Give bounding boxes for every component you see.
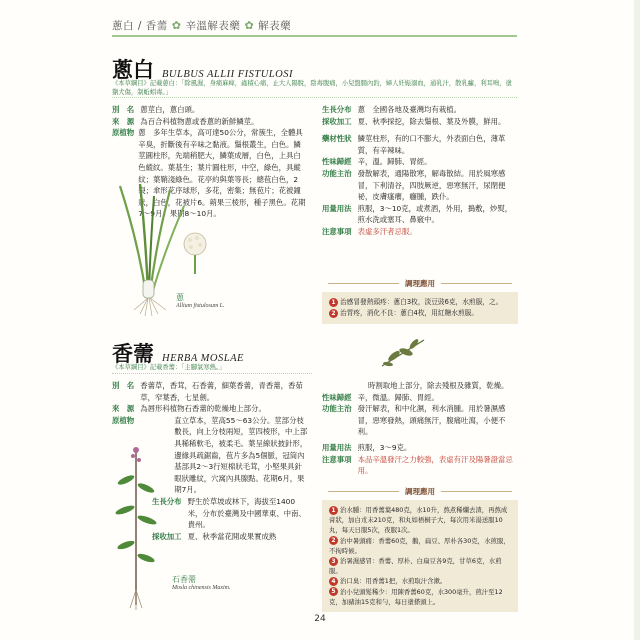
usage-box-2 (322, 500, 518, 612)
field-label: 原植物 (112, 128, 135, 138)
field-value: 夏、秋季採挖，除去鬚根、葉及外膜，鮮用。 (357, 116, 506, 126)
illustration-caption-1 (176, 292, 225, 309)
scallion-flower-illustration (178, 230, 212, 274)
usage-item (329, 576, 511, 586)
field-value: 蔥 全國各地及臺灣均有栽植。 (357, 105, 462, 114)
field-row (322, 203, 518, 226)
entry-name-latin: BULBUS ALLII FISTULOSI (162, 69, 293, 80)
caption-cn: 蔥 (176, 293, 184, 302)
usage-header-2: 調理應用 (322, 484, 518, 498)
usage-item (329, 297, 511, 319)
field-value: 本品辛溫發汗之力較強，表虛有汗及陽暑證當忌用。 (357, 454, 513, 476)
classic-quote-2: 《本草綱目》記載香薷：「主腳氣寒熱。」 (112, 364, 312, 374)
field-value: 表虛多汗者忌服。 (357, 226, 417, 236)
field-label: 注意事項 (322, 454, 352, 464)
usage-text-cont: 之。 (488, 298, 503, 306)
usage-number: 1 (329, 298, 338, 307)
usage-number: 2 (329, 309, 338, 318)
usage-number: 3 (329, 557, 338, 566)
field-label: 來 源 (112, 404, 135, 414)
entry-name-cn: 香薷 (112, 341, 154, 366)
entry1-right-fields (322, 104, 518, 238)
field-label: 功能主治 (322, 168, 352, 178)
mosla-illustration (112, 440, 160, 610)
field-label: 採收加工 (152, 531, 182, 541)
usage-text: 治水腫：用香薷葉480克，水10升，熬煮稀爛去渣，再熬成膏狀，加白朮末210克，和丸如梧桐子大，每次用米湯送服10丸，每天日服5次，夜服1次。 (329, 506, 508, 535)
field-row (322, 168, 518, 203)
field-value: 辛，溫。歸肺、胃經。 (357, 157, 432, 167)
usage-number: 4 (329, 577, 338, 586)
field-label: 用量用法 (322, 442, 352, 452)
field-row (322, 133, 518, 156)
field-value: 辛，微溫。歸肺、胃經。 (357, 392, 439, 402)
usage-text: 治胃疼，消化不良：蔥白4枚，用紅糖水煎服。 (340, 309, 479, 317)
caption-cn: 石香薷 (172, 575, 196, 584)
field-value: 香薷草，香茸，石香薷，細葉香薷，青香薷，香茹草，窄葉香，七星劍。 (140, 381, 303, 402)
field-row (322, 156, 518, 168)
field-row (322, 380, 518, 392)
usage-header-1: 調理應用 (322, 276, 518, 290)
field-value: 鱗莖柱形，有的口不膨大，外表面白色，薄革質，有辛辣味。 (357, 134, 506, 155)
usage-text: 治小兒頭髮稀少：用陳香薷60克，水300毫升，煎汁至12克，加豬油15克和勻，每日塗搽頭上。 (329, 587, 503, 606)
field-row (322, 403, 518, 438)
usage-text: 治中暑頭痛：香薷60克，鵝，扁豆、厚朴各30克，水煎服，不拘時候。 (329, 536, 510, 555)
field-label: 功能主治 (322, 404, 352, 414)
usage-box-1 (322, 292, 518, 324)
running-head-chapter: 蔥白 / 香薷 (112, 20, 168, 32)
field-label: 原植物 (112, 415, 135, 425)
usage-item (329, 505, 511, 536)
field-row (112, 116, 308, 128)
side-accent (634, 0, 640, 640)
field-row (322, 392, 518, 404)
field-label: 採收加工 (322, 116, 352, 126)
running-head (112, 18, 512, 33)
usage-item (329, 536, 511, 556)
usage-number: 2 (329, 536, 338, 545)
field-value: 為百合科植物蔥或香蔥的新鮮鱗莖。 (140, 116, 259, 126)
entry2-right-fields (322, 380, 518, 477)
field-label: 別 名 (112, 105, 135, 114)
field-row (322, 104, 518, 116)
usage-text: 治暑濕感冒：香薷、厚朴、白扁豆各9克，甘草6克，水煎服。 (329, 557, 502, 576)
field-label: 注意事項 (322, 226, 352, 236)
field-value: 為唇形科植物石香薷的乾燥地上部分。 (140, 404, 266, 414)
field-label: 性味歸經 (322, 157, 352, 167)
field-value: 煎服，3～9克。 (357, 442, 412, 452)
field-label: 生長分布 (152, 496, 182, 506)
field-label: 用量用法 (322, 203, 352, 213)
usage-number: 5 (329, 587, 338, 596)
field-value: 發汗解表，和中化濕，利水消腫。用於暑濕感冒，惡寒發熱，頭痛無汗，腹痛吐瀉，小便不利。 (357, 404, 506, 437)
usage-item (329, 587, 511, 607)
field-row (112, 380, 308, 403)
field-value: 煎服，3～10克，或煮酒，外用，搗敷，炒熨，煎水洗或塞耳、鼻竅中。 (357, 203, 513, 225)
header-rule (112, 35, 517, 37)
field-row (112, 104, 308, 116)
field-value: 蔥莖白，蔥白頭。 (140, 105, 200, 114)
page-number: 24 (314, 614, 326, 624)
usage-text: 治感冒發熱頭疼：蔥白3枚，淡豆豉6克，水煎服， (340, 298, 489, 306)
field-label: 性味歸經 (322, 392, 352, 402)
field-value: 蔥 多年生草本，高可達50公分，常簇生，全體具辛臭，折斷後有辛味之黏液。鬚根叢生，白色。鱗莖圓柱形，先端稍肥大，鱗葉成層，白色，上具白色縱紋。葉基生；葉片圓柱形，中空，綠色，具縱紋；葉鞘淺綠色。花亭約與葉等長；總苞白色，2裂；傘形花序球形，多花，密集；無苞片；花被鐘狀，白色，花被片6。蒴果三棱形，種子黑色。花期7～9月，果期8～10月。 (138, 128, 306, 219)
caption-latin: Mosla chinensis Maxim. (172, 585, 231, 591)
usage-number: 1 (329, 506, 338, 515)
flower-icon: ✿ (244, 19, 255, 32)
field-value: 發散解表，通陽散寒，解毒散結。用於風寒感冒，下利清谷，四肢厥逆，惡寒無汗，尿閉便祕，皮膚瘙癢，癰腫，跌仆。 (357, 168, 506, 202)
field-label: 生長分布 (322, 105, 352, 114)
running-head-section2: 解表藥 (258, 20, 292, 32)
field-label: 別 名 (112, 381, 135, 390)
field-label: 來 源 (112, 116, 135, 126)
caption-latin: Allium fistulosum L. (176, 303, 225, 309)
field-row (322, 226, 518, 238)
field-row (322, 454, 518, 477)
field-label: 藥材性狀 (322, 134, 352, 144)
entry-name-cn: 蔥白 (112, 57, 154, 82)
classic-quote-1: 《本草綱目》記載蔥白：「除風濕，身痛麻痺，蟲積心痛，止大人陽脫，陰毒腹痛，小兒盤腸內釣，婦人妊娠溺血，通乳汁，散乳癰，利耳鳴，塗猘犬傷，制蚯蚓毒。」 (112, 80, 517, 98)
field-value: 時割取地上部分，除去殘根及雜質，乾燥。 (368, 381, 509, 390)
flower-icon: ✿ (171, 19, 182, 32)
dried-herb-illustration (378, 334, 428, 372)
usage-item (329, 556, 511, 576)
field-row (322, 116, 518, 128)
field-value: 直立草本，莖高55～63公分。莖部分枝數長，向上分枝兩短，莖四棱形，中上部具稀稀軟毛，被柔毛。葉呈線狀披針形，邊緣具疏鋸齒，苞片多為5個脈，冠筒內基部具2～3行短棉狀毛茸，小堅果具針眼狀雕紋，穴窩內具腺點。花期6月，果期7月。 (174, 415, 308, 495)
field-row (322, 442, 518, 454)
illustration-caption-2 (172, 574, 231, 591)
running-head-section1: 辛溫解表藥 (185, 20, 241, 32)
entry-name-latin: HERBA MOSLAE (162, 353, 244, 364)
usage-text: 治口臭：用香薷1把，水煎取汁含漱。 (340, 577, 447, 586)
field-value: 野生於草坡或林下，海拔至1400米，分布於臺灣及中國華東、中南、貴州。 (187, 496, 306, 530)
field-value: 夏、秋季當花開或果實成熟 (187, 531, 277, 541)
field-row (112, 403, 308, 415)
